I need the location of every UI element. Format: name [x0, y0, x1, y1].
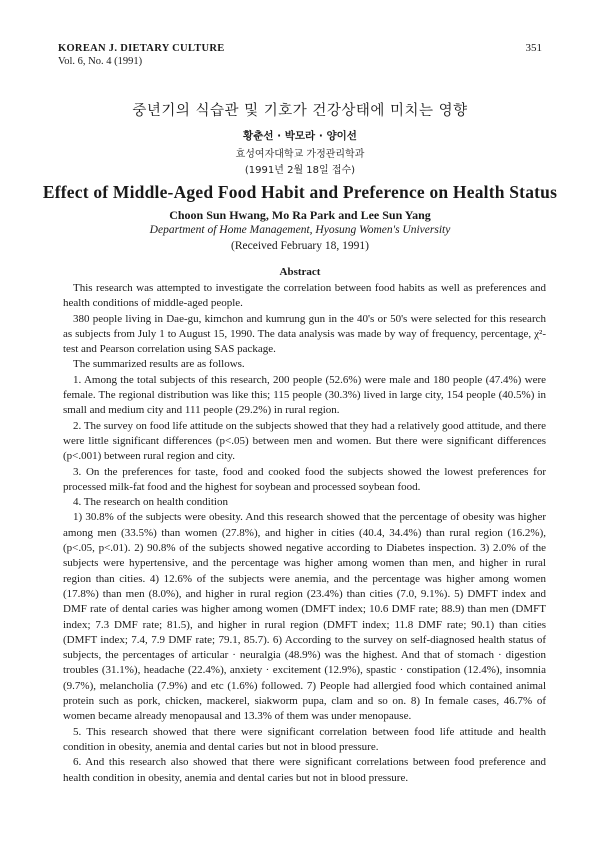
abstract-paragraph: 3. On the preferences for taste, food and cooked food the subjects showed the lowest preferences for processed milk-fat food and the highest for soybean and processed soybean food. [63, 465, 546, 493]
abstract-paragraph: 1) 30.8% of the subjects were obesity. And this research showed that the percentage of obesity was higher among men (33.5%) than women (27.8%), and higher in cities (40.4, 34.4%) than rural region (16.2%), (p<.05, p<.01). 2) 90.8% of the subjects showed negative according to Diabetes inspection. 3) 2.0% of the subjects were hypertensive, and the percentage was higher among women than men, and higher in rural region than cities. 4) 12.6% of the subjects were anemia, and the percentage was higher among women (17.8%) than men (8.0%), and higher in rural region (23.4%) than cities (7.0, 9.1%). 5) DMFT index and DMF rate of dental caries was higher among women (DMFT index; 10.6 DMF rate; 88.9) than men (DMFT index; 7.3 DMF rate; 81.5), and higher in rural region (DMFT index; 11.8 DMF rate; 90.1) than cities (DMFT index; 7.4, 7.9 DMF rate; 79.1, 85.7). 6) According to the survey on self-diagnosed health status of subjects, the percentages of articular · neuralgia (48.9%) was the highest. And that of stomach · digestion troubles (31.1%), headache (22.4%), anxiety · excitement (12.9%), spastic · constipation (12.4%), insomnia (9.7%), melancholia (7.9%) and etc (1.6%) followed. 7) People had allergied food which contained animal protein such as pork, chicken, mackerel, siakworm pupa, clam and so on. 8) In female cases, 46.7% of women became already menopausal and 13.3% of them was under menopause. [63, 511, 546, 723]
english-received-date: (Received February 18, 1991) [231, 240, 369, 252]
journal-header [58, 42, 225, 68]
english-department: Department of Home Management, Hyosung Women's University [149, 224, 451, 236]
abstract-paragraph: 6. And this research also showed that there were significant correlations between food preference and health condition in obesity, anemia and dental caries but not in blood pressure. [63, 756, 546, 784]
abstract-paragraph: 5. This research showed that there were significant correlation between food life attitude and health condition in obesity, anemia and dental caries but not in blood pressure. [63, 725, 546, 753]
korean-title: 중년기의 식습관 및 기호가 건강상태에 미치는 영향 [132, 103, 468, 119]
korean-department: 효성여자대학교 가정관리학과 [235, 149, 365, 160]
abstract-paragraph: 1. Among the total subjects of this research, 200 people (52.6%) were male and 180 people (47.4%) were female. The regional distribution was like this; 115 people (30.3%) lived in large city, 154 people (40.5%) in small and medium city and 111 people (29.2%) in rural region. [63, 373, 546, 417]
abstract-paragraph: 2. The survey on food life attitude on the subjects showed that they had a relatively good attitude, and there were little significant differences (p<.05) between men and women. But there were significant differences (p<.001) between rural region and city. [63, 419, 546, 463]
journal-name: KOREAN J. DIETARY CULTURE [58, 43, 225, 54]
english-authors: Choon Sun Hwang, Mo Ra Park and Lee Sun Yang [169, 208, 431, 222]
abstract-body [63, 281, 546, 786]
english-title: Effect of Middle-Aged Food Habit and Preference on Health Status [42, 182, 558, 202]
abstract-paragraph: The summarized results are as follows. [73, 358, 245, 371]
abstract-heading: Abstract [279, 266, 321, 278]
journal-volume: Vol. 6, No. 4 (1991) [58, 56, 143, 67]
abstract-paragraph: 4. The research on health condition [73, 496, 228, 509]
abstract-paragraph: This research was attempted to investigate the correlation between food habits as well as preferences and health conditions of middle-aged people. [63, 282, 546, 310]
korean-received-date: (1991년 2월 18일 접수) [244, 165, 356, 176]
page-number: 351 [525, 42, 542, 54]
korean-authors: 황춘선 · 박모라 · 양이선 [243, 130, 357, 142]
abstract-paragraph: 380 people living in Dae-gu, kimchon and kumrung gun in the 40's or 50's were selected for this research as subjects from July 1 to August 15, 1990. The data analysis was made by way of frequency, percentage, χ²-test and Pearson correlation using SAS package. [63, 312, 546, 356]
